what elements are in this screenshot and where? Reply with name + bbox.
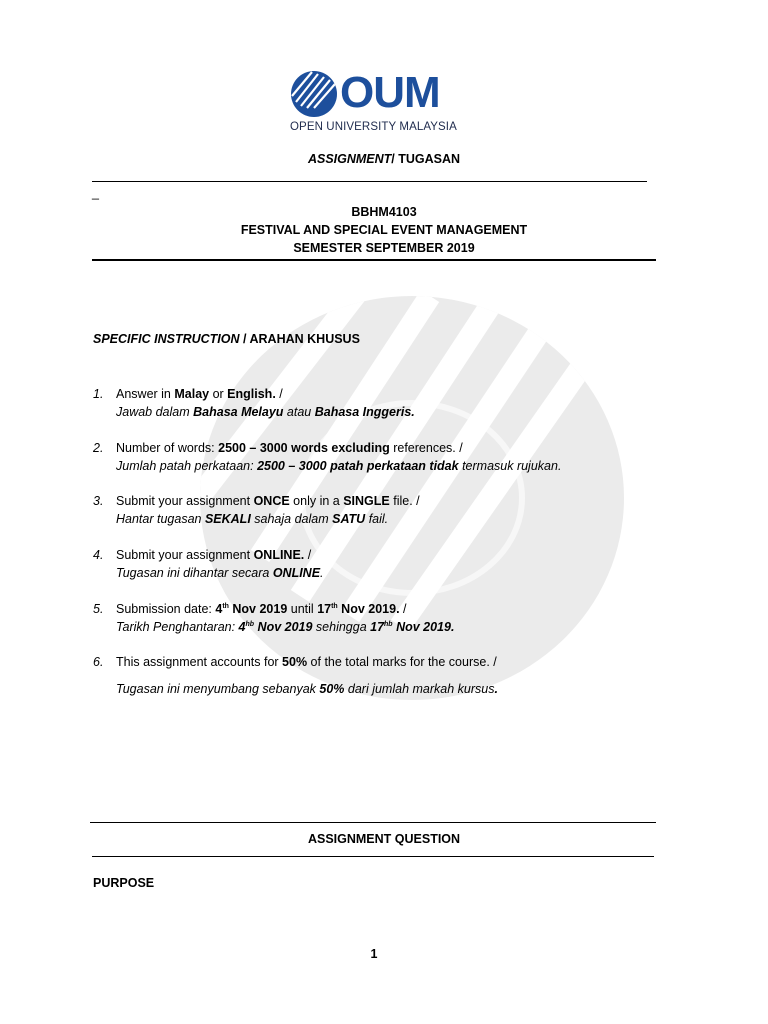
- instruction-malay: Tugasan ini dihantar secara ONLINE.: [116, 566, 324, 580]
- instruction-item: [93, 385, 693, 425]
- item-number: 2.: [93, 441, 104, 455]
- instruction-english: Number of words: 2500 – 3000 words excluding references. /: [116, 441, 463, 455]
- logo-wordmark: OUM: [340, 68, 440, 117]
- university-name: OPEN UNIVERSITY MALAYSIA: [290, 121, 457, 133]
- item-number: 4.: [93, 548, 104, 562]
- instruction-english: Answer in Malay or English. /: [116, 387, 283, 401]
- instruction-malay: Hantar tugasan SEKALI sahaja dalam SATU fail.: [116, 512, 389, 526]
- instruction-malay: Tarikh Penghantaran: $4^{hb}$ Nov 2019 sehingga $17^{hb}$ Nov 2019.: [116, 620, 455, 634]
- purpose-heading: PURPOSE: [93, 876, 155, 890]
- instruction-malay: Jumlah patah perkataan: 2500 – 3000 patah perkataan tidak termasuk rujukan.: [116, 459, 562, 473]
- assignment-title: ASSIGNMENT/ TUGASAN: [307, 152, 461, 166]
- item-number: 3.: [93, 494, 104, 508]
- page-number: 1: [370, 947, 378, 961]
- instruction-english: This assignment accounts for 50% of the total marks for the course. /: [116, 655, 497, 669]
- instruction-item: [93, 546, 693, 586]
- course-code: BBHM4103: [351, 205, 417, 219]
- semester: SEMESTER SEPTEMBER 2019: [293, 241, 475, 255]
- question-heading: ASSIGNMENT QUESTION: [307, 832, 461, 846]
- item-number: 6.: [93, 655, 104, 669]
- oum-logo-icon: [290, 70, 338, 118]
- divider-question-top: [90, 822, 656, 823]
- instructions-heading: SPECIFIC INSTRUCTION / ARAHAN KHUSUS: [93, 332, 360, 346]
- instruction-item: [93, 653, 693, 696]
- divider-question-bottom: [92, 856, 654, 857]
- instruction-malay: Jawab dalam Bahasa Melayu atau Bahasa Inggeris.: [116, 405, 415, 419]
- course-title: FESTIVAL AND SPECIAL EVENT MANAGEMENT: [240, 223, 528, 237]
- item-number: 5.: [93, 602, 104, 616]
- item-number: 1.: [93, 387, 104, 401]
- stray-underscore: _: [92, 186, 99, 200]
- instruction-item: [93, 600, 693, 640]
- divider-course: [92, 259, 656, 261]
- instruction-english: Submit your assignment ONLINE. /: [116, 548, 312, 562]
- divider-top: [92, 181, 647, 182]
- instruction-item: [93, 492, 693, 532]
- instruction-item: [93, 439, 693, 479]
- instruction-english: Submission date: 4th Nov 2019 until 17th Nov 2019. /: [116, 602, 407, 616]
- instruction-malay: Tugasan ini menyumbang sebanyak 50% dari jumlah markah kursus.: [116, 682, 498, 696]
- instruction-english: Submit your assignment ONCE only in a SINGLE file. /: [116, 494, 420, 508]
